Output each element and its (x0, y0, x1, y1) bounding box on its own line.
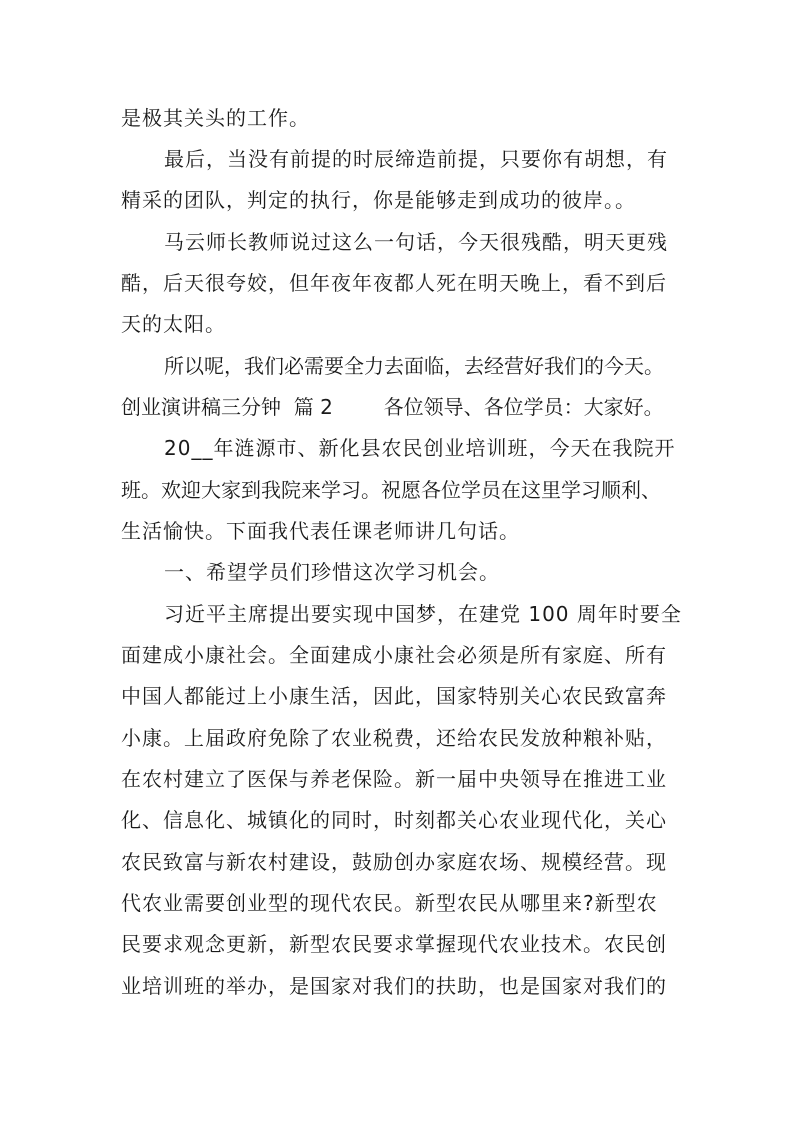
text-line: 天的太阳。 (121, 312, 226, 336)
text-line: 化、信息化、城镇化的同时，时刻都关心农业现代化，关心 (121, 808, 667, 832)
paragraph-line: 习近平主席提出要实现中国梦，在建党 100 周年时要全 (164, 602, 682, 626)
text-line: 业培训班的举办，是国家对我们的扶助，也是国家对我们的 (121, 974, 667, 998)
text-line: 中国人都能过上小康生活，因此，国家特别关心农民致富奔 (121, 684, 667, 708)
numbered-heading: 一、希望学员们珍惜这次学习机会。 (164, 560, 500, 584)
text-line: 在农村建立了医保与养老保险。新一届中央领导在推进工业 (121, 767, 667, 791)
text-line: 精采的团队，判定的执行，你是能够走到成功的彼岸。。 (121, 188, 636, 212)
text-line: 面建成小康社会。全面建成小康社会必须是所有家庭、所有 (121, 643, 667, 667)
paragraph-line: 马云师长教师说过这么一句话，今天很残酷，明天更残 (164, 230, 668, 254)
text-line: 小康。上届政府免除了农业税费，还给农民发放种粮补贴， (121, 726, 667, 750)
text-line: 是极其关头的工作。 (121, 106, 310, 130)
text-line: 酷，后天很夸姣，但年夜年夜都人死在明天晚上，看不到后 (121, 271, 667, 295)
paragraph-line: 20__年涟源市、新化县农民创业培训班，今天在我院开 (164, 436, 676, 460)
section-heading-line: 创业演讲稿三分钟 篇 2 各位领导、各位学员：大家好。 (121, 395, 664, 419)
text-line: 代农业需要创业型的现代农民。新型农民从哪里来?新型农 (121, 891, 658, 915)
text-line: 民要求观念更新，新型农民要求掌握现代农业技术。农民创 (121, 932, 667, 956)
paragraph-line: 所以呢，我们必需要全力去面临，去经营好我们的今天。 (164, 354, 664, 378)
text-line: 生活愉快。下面我代表任课老师讲几句话。 (121, 519, 520, 543)
text-line: 班。欢迎大家到我院来学习。祝愿各位学员在这里学习顺利、 (121, 478, 661, 502)
text-line: 农民致富与新农村建设，鼓励创办家庭农场、规模经营。现 (121, 850, 667, 874)
paragraph-line: 最后，当没有前提的时辰缔造前提，只要你有胡想，有 (164, 147, 668, 171)
